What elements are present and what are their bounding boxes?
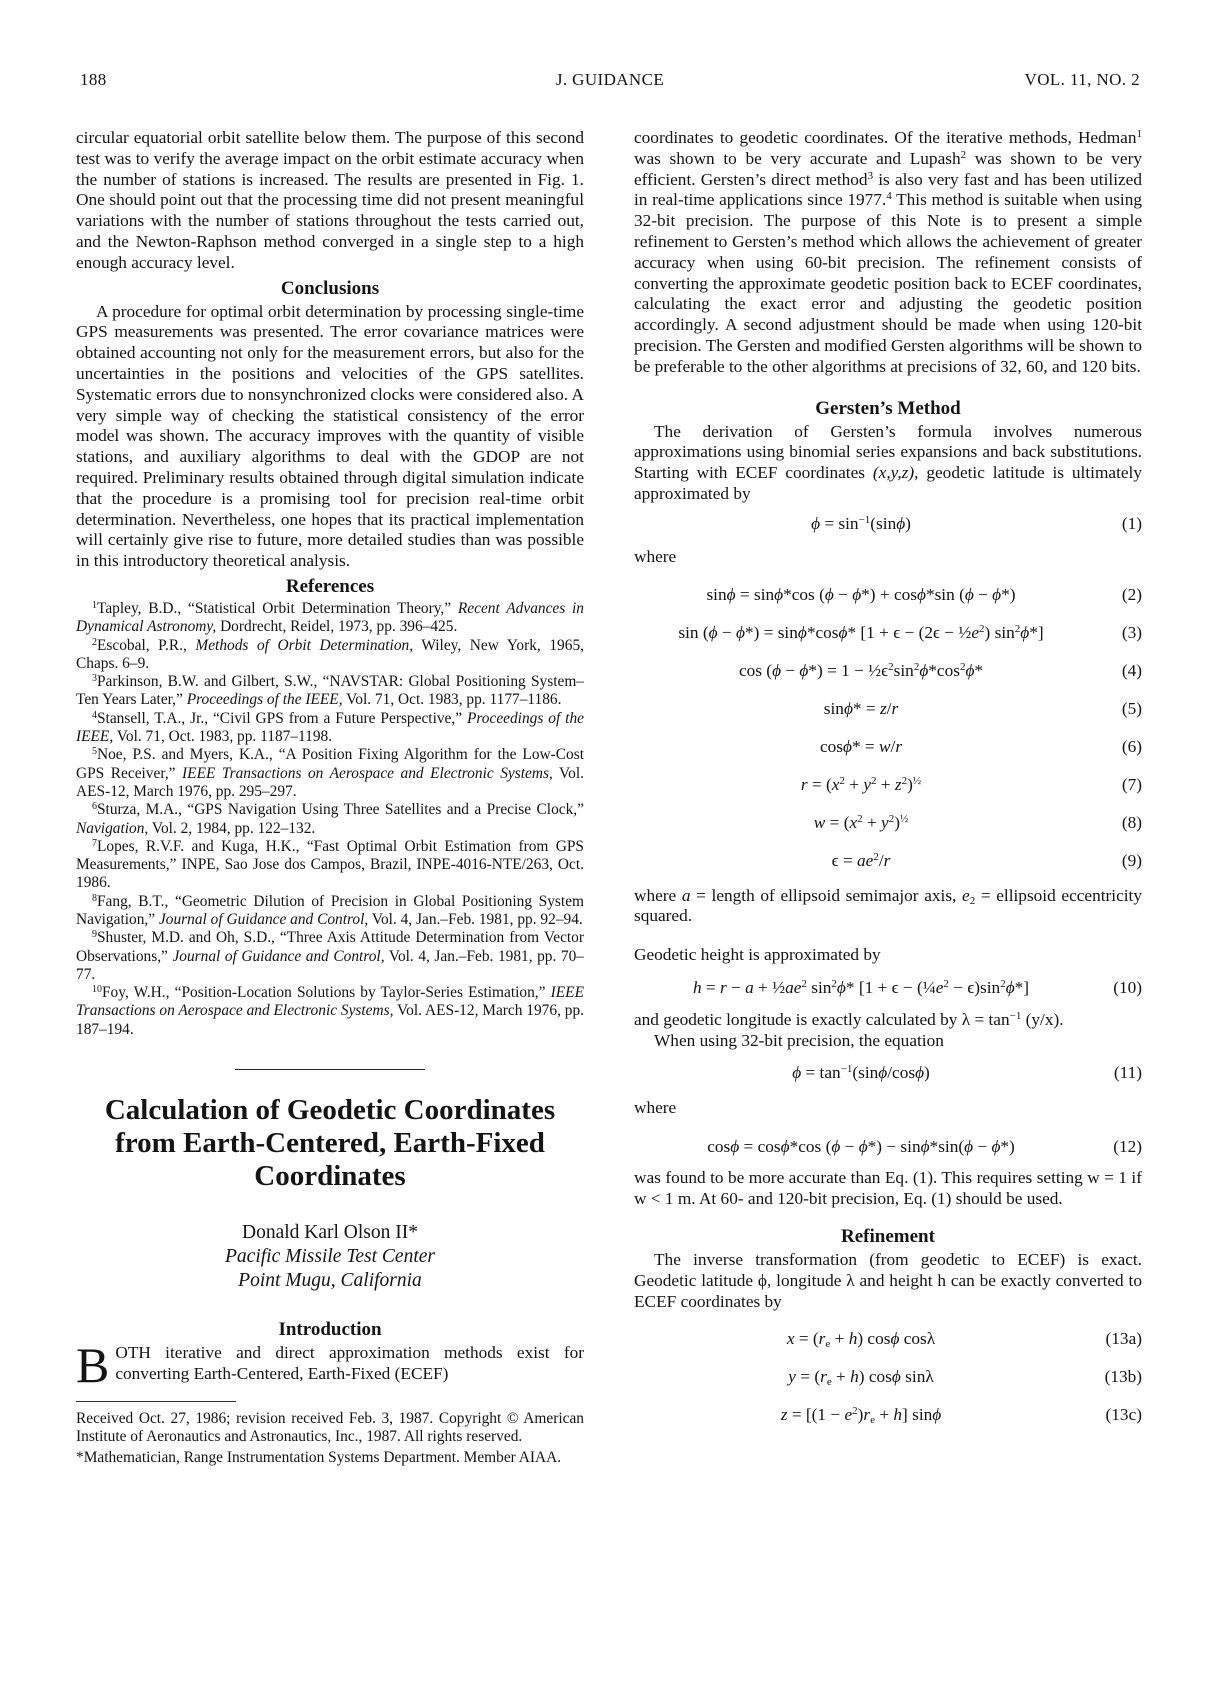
equation-2: sinϕ = sinϕ*cos (ϕ − ϕ*) + cosϕ*sin (ϕ − ϕ*) (2) — [706, 584, 1142, 604]
equation-13c: $z = [(1 - e^2)r_e + h]$ sinϕ (13c) — [780, 1405, 1142, 1427]
equation-13a: $x = (r_e + h)$ cosϕ cosλ (13a) — [786, 1329, 1142, 1351]
gersten-method-paragraph: The derivation of Gersten’s formula involves numerous approximations using binomial series expansions and back substitutions. Starting with ECEF coordinates (x,y,z), geodetic latitude is ultimately approximated by — [634, 421, 1142, 503]
left-column — [76, 128, 584, 1468]
author-name: Donald Karl Olson II* — [241, 1222, 418, 1244]
article-divider — [235, 1069, 425, 1070]
reference-item: $^4$Stansell, T.A., Jr., “Civil GPS from a Future Perspective,” Proceedings of the IEEE, Vol. 71, Oct. 1983, pp. 1187–1198. — [76, 709, 584, 746]
reference-item: $^3$Parkinson, B.W. and Gilbert, S.W., “NAVSTAR: Global Positioning System–Ten Years Later,” Proceedings of the IEEE, Vol. 71, Oct. 1983, pp. 1177–1186. — [76, 673, 584, 709]
equation-3: sin (ϕ − ϕ*) = sinϕ*cosϕ* [$1 + \epsilon - (2\epsilon - \frac{1}{2}e^2)$ $\sin^2\phi*$] (3) — [678, 622, 1142, 642]
reference-item: $^8$Fang, B.T., “Geometric Dilution of Precision in Global Positioning System Navigation,” Journal of Guidance and Control, Vol. 4, Jan.–Feb. 1981, pp. 92–94. — [76, 892, 584, 928]
equation-11: $\phi = \tan^{-1}(\sin\phi/\cos\phi)$ (11) — [792, 1062, 1142, 1082]
precision-text: When using 32-bit precision, the equation — [654, 1030, 944, 1050]
introduction-continued: coordinates to geodetic coordinates. Of the iterative methods, Hedman$^1$ was shown to be very accurate and Lupash$^2$ was shown to be very efficient. Gersten’s direct method$^3$ is also very fast and has been utilized in real-time applications since 1977.$^4$ This method is suitable when using 32-bit precision. The purpose of this Note is to present a simple refinement to Gersten’s method which allows the achievement of greater accuracy when using 60-bit precision. The refinement consists of converting the approximate geodetic position back to ECEF coordinates, calculating the exact error and adjusting the geodetic position accordingly. A second adjustment should be made when using 120-bit precision. The Gersten and modified Gersten algorithms will be shown to be preferable to the other algorithms at precisions of 32, 60, and 120 bits. — [634, 128, 1143, 376]
refinement-heading: Refinement — [841, 1225, 935, 1247]
volume-info: VOL. 11, NO. 2 — [1024, 70, 1140, 89]
reference-item: $^5$Noe, P.S. and Myers, K.A., “A Position Fixing Algorithm for the Low-Cost GPS Receiver,” IEEE Transactions on Aerospace and Electronic Systems, Vol. AES-12, March 1976, pp. 295–297. — [76, 746, 584, 800]
author-location: Point Mugu, California — [238, 1270, 422, 1292]
equation-5: sinϕ* = z/r (5) — [823, 698, 1142, 718]
running-head — [80, 70, 1140, 94]
geodetic-height-text: Geodetic height is approximated by — [634, 945, 881, 965]
ellipsoid-definition: where a = length of ellipsoid semimajor axis, $e_2$ = ellipsoid eccentricity squared. — [634, 885, 1142, 926]
equation-7: $r = (x^2 + y^2 + z^2)^{\frac{1}{2}}$ (7) — [800, 774, 1142, 794]
reference-list — [76, 600, 584, 1039]
conclusions-paragraph: A procedure for optimal orbit determination by processing single-time GPS measurements was presented. The error covariance matrices were obtained accounting not only for the measurement errors, but also for the uncertainties in the positions and velocities of the GPS satellites. Systematic errors due to nonsynchronized clocks were considered also. A very simple way of checking the statistical consistency of the error model was shown. The accuracy improves with the quantity of visible stations, and auxiliary algorithms to deal with the GDOP are not required. Preliminary results obtained through digital simulation indicate that the procedure is a promising tool for precision real-time orbit determination. Nevertheless, one hopes that its practical implementation will certainly give rise to future, more detailed studies than was possible in this introductory theoretical analysis. — [76, 301, 584, 571]
conclusions-heading: Conclusions — [280, 277, 380, 299]
reference-item: $^1$Tapley, B.D., “Statistical Orbit Determination Theory,” Recent Advances in Dynamical Astronomy, Dordrecht, Reidel, 1973, pp. 396–425. — [76, 599, 584, 636]
equation-4: $\cos (\phi - \phi*) = 1 - \frac{1}{2}\epsilon^2\sin^2\phi*\cos^2\phi*$ (4) — [738, 660, 1142, 680]
equation-12-commentary: was found to be more accurate than Eq. (1). This requires setting w = 1 if w < 1 m. At 60- and 120-bit precision, Eq. (1) should be used. — [634, 1168, 1142, 1209]
drop-cap: B — [76, 1337, 110, 1394]
references-heading: References — [285, 575, 375, 597]
received-footnote: Received Oct. 27, 1986; revision received Feb. 3, 1987. Copyright © American Institute of Aeronautics and Astronautics, Inc., 1987. All rights reserved. — [76, 1409, 584, 1445]
where-label-2: where — [634, 1097, 677, 1117]
equation-9: $\epsilon = ae^2/r$ (9) — [831, 850, 1142, 870]
journal-name: J. GUIDANCE — [555, 70, 665, 89]
reference-item: $^9$Shuster, M.D. and Oh, S.D., “Three Axis Attitude Determination from Vector Observations,” Journal of Guidance and Control, Vol. 4, Jan.–Feb. 1981, pp. 70–77. — [76, 929, 584, 983]
introduction-heading: Introduction — [278, 1319, 382, 1341]
where-label: where — [634, 546, 677, 566]
refinement-paragraph: The inverse transformation (from geodetic to ECEF) is exact. Geodetic latitude ϕ, longitude λ and height h can be exactly converted to ECEF coordinates by — [634, 1249, 1142, 1311]
footnote-rule — [76, 1401, 236, 1402]
previous-article-text: circular equatorial orbit satellite below them. The purpose of this second test was to verify the average impact on the orbit estimate accuracy when the number of stations is increased. The results are presented in Fig. 1. One should point out that the processing time did not present meaningful variations with the number of stations throughout the tests carried out, and the Newton-Raphson method converged in a single step to a high enough accuracy level. — [76, 128, 584, 272]
author-block — [76, 1221, 584, 1293]
equation-10: $h = r - a + \frac{1}{2}ae^2$ $\sin^2\phi*$ $[1 + \epsilon - (\frac{1}{4}e^2 - \epsilon)\sin^2\phi*]$ (10) — [692, 977, 1142, 997]
page-number: 188 — [80, 70, 107, 89]
equation-13b: $y = (r_e + h)$ cosϕ sinλ (13b) — [788, 1367, 1142, 1389]
author-affiliation: Pacific Missile Test Center — [225, 1246, 435, 1268]
reference-item: $^7$Lopes, R.V.F. and Kuga, H.K., “Fast Optimal Orbit Estimation from GPS Measurements,” INPE, Sao Jose dos Campos, Brazil, INPE-4016-NTE/263, Oct. 1986. — [76, 837, 584, 892]
reference-item: $^6$Sturza, M.A., “GPS Navigation Using Three Satellites and a Precise Clock,” Navigation, Vol. 2, 1984, pp. 122–132. — [76, 801, 584, 837]
equation-6: cosϕ* = w/r (6) — [819, 736, 1142, 756]
equation-8: $w = (x^2 + y^2)^{\frac{1}{2}}$ (8) — [813, 812, 1142, 832]
equation-12: cosϕ = cosϕ*cos (ϕ − ϕ*) − sinϕ*sin(ϕ − ϕ*) (12) — [707, 1137, 1142, 1157]
equation-1: $\phi = \sin^{-1}(\sin\phi)$ (1) — [811, 513, 1142, 533]
gersten-method-heading: Gersten’s Method — [815, 397, 961, 419]
right-column — [634, 128, 1142, 1434]
author-footnote: *Mathematician, Range Instrumentation Systems Department. Member AIAA. — [76, 1449, 562, 1467]
longitude-text: and geodetic longitude is exactly calculated by $\lambda = \tan^{-1} (y/x)$. — [634, 1009, 1064, 1029]
reference-item: $^{10}$Foy, W.H., “Position-Location Solutions by Taylor-Series Estimation,” IEEE Transactions on Aerospace and Electronic Systems, Vol. AES-12, March 1976, pp. 187–194. — [76, 984, 585, 1038]
introduction-paragraph: BOTH iterative and direct approximation methods exist for converting Earth-Centered, Earth-Fixed (ECEF) — [76, 1337, 584, 1394]
reference-item: $^2$Escobal, P.R., Methods of Orbit Determination, Wiley, New York, 1965, Chaps. 6–9. — [76, 636, 584, 672]
article-title: Calculation of Geodetic Coordinates from Earth-Centered, Earth-Fixed Coordinates — [104, 1094, 556, 1193]
